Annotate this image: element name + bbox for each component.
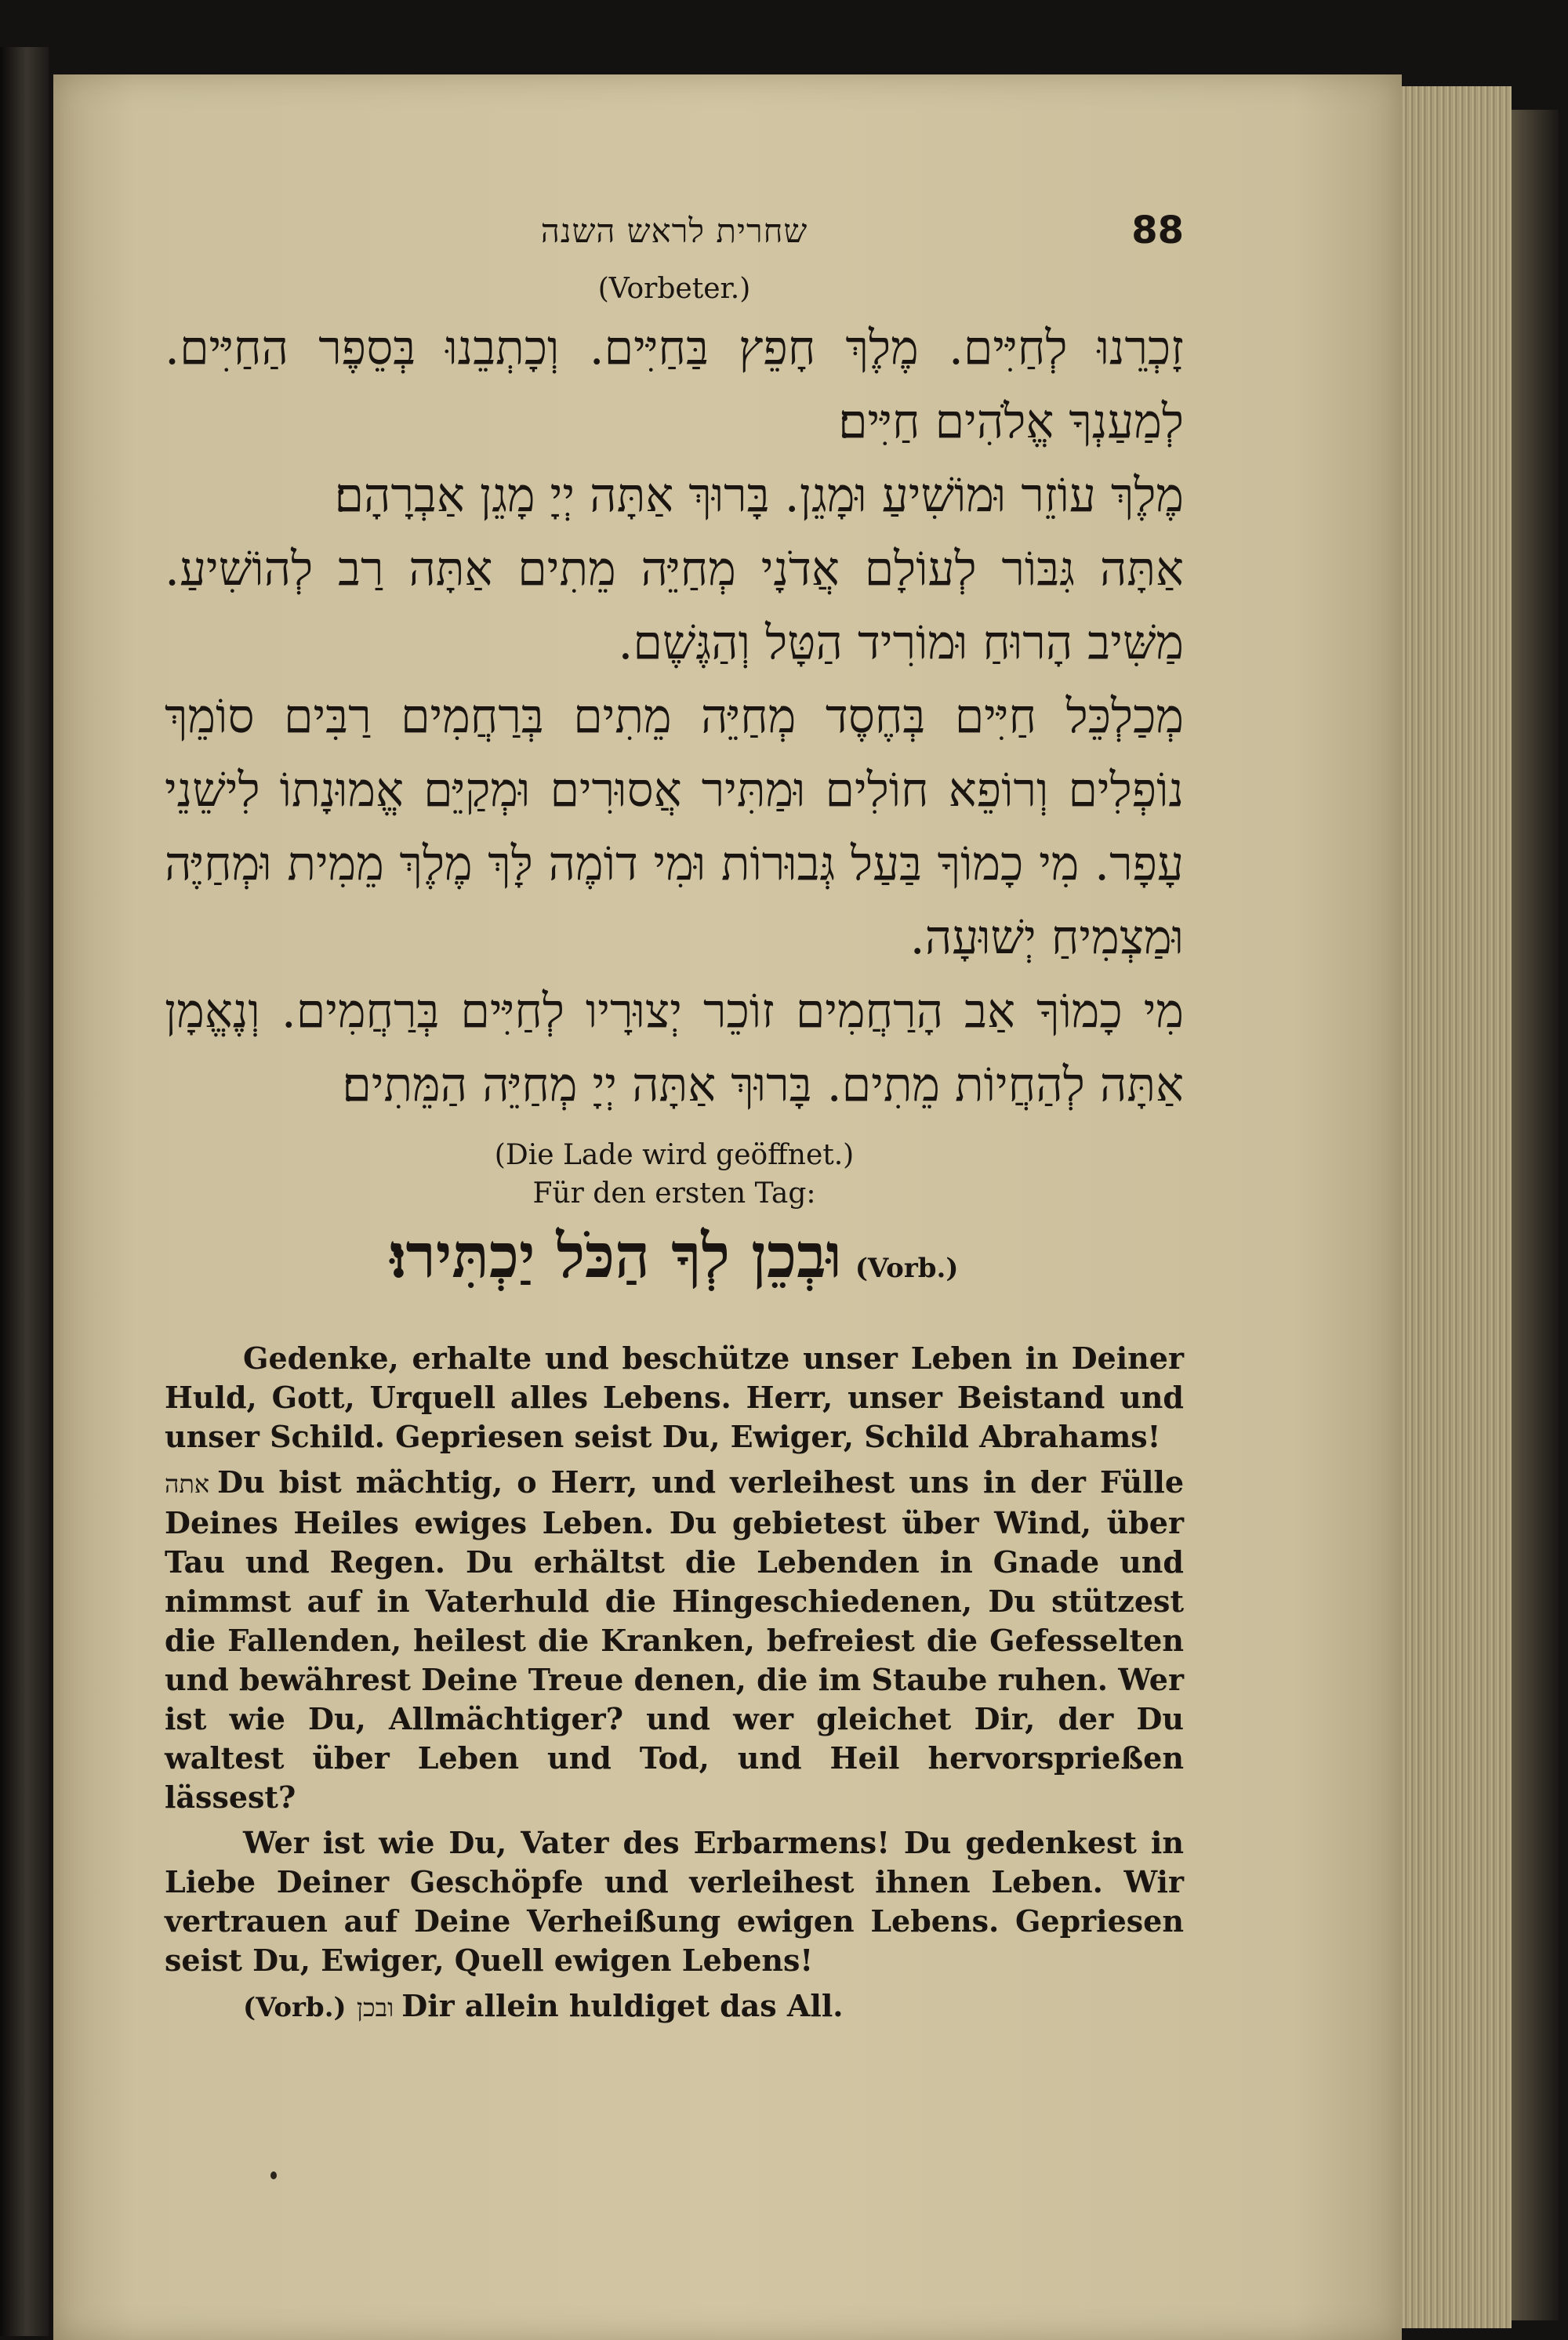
ark-opened-note: (Die Lade wird geöffnet.): [494, 1139, 855, 1171]
ink-speck: [270, 2171, 277, 2179]
vorb-label: (Vorb.): [243, 1992, 347, 2023]
german-paragraph-text: Dir allein huldiget das All.: [401, 1988, 844, 2023]
page-edges: [1402, 86, 1512, 2328]
german-paragraph: Wer ist wie Du, Vater des Erbarmens! Du gedenkest in Liebe Deiner Geschöpfe und verleihest ihnen Leben. Wir vertrauen auf Deine Verheißung ewigen Lebens. Gepriesen seist Du, Ewiger, Quell ewigen Lebens!: [165, 1825, 1184, 1978]
book-binding: [0, 47, 49, 2336]
german-paragraph: [165, 1986, 1184, 2027]
page-content: [165, 209, 1184, 2027]
hebrew-running-title: שחרית לראש השנה: [540, 212, 808, 250]
big-hebrew-line: [165, 1221, 1184, 1292]
running-header: [165, 209, 1184, 267]
vorb-label: (Vorb.): [855, 1253, 959, 1284]
german-paragraph-text: Du bist mächtig, o Herr, und verleihest uns in der Fülle Deines Heiles ewiges Leben. Du gebietest über Wind, über Tau und Regen. Du erhältst die Lebenden in Gnade und nimmst auf in Vaterhuld die Hingeschiedenen, Du stützest die Fallenden, heilest die Kranken, befreiest die Gefesselten und bewährest Deine Treue denen, die im Staube ruhen. Wer ist wie Du, Allmächtiger? und wer gleichet Dir, der Du waltest über Leben und Tod, und Heil hervorsprießen lässest?: [165, 1464, 1184, 1815]
hebrew-cue-word: אתה: [165, 1469, 210, 1499]
big-hebrew-text: וּבְכֵן לְךָ הַכֹּל יַכְתִּירוּ׃: [390, 1221, 842, 1292]
hebrew-paragraph: זָכְרֵנוּ לְחַיִּים. מֶלֶךְ חָפֵץ בַּחַיִּים. וְכָתְבֵנוּ בְּסֵפֶר הַחַיִּים. לְמַעַנְךָ אֱלֹהִים חַיִּים׃: [165, 321, 1184, 449]
hebrew-paragraph: מֶלֶךְ עוֹזֵר וּמוֹשִׁיעַ וּמָגֵן. בָּרוּךְ אַתָּה יְיָ מָגֵן אַבְרָהָם׃: [334, 468, 1184, 523]
first-day-note: Für den ersten Tag:: [532, 1177, 816, 1210]
vorbeter-note: (Vorbeter.): [597, 273, 751, 305]
page-edges-shadow: [1512, 110, 1559, 2320]
hebrew-paragraph: מִי כָמוֹךָ אַב הָרַחֲמִים זוֹכֵר יְצוּרָיו לְחַיִּים בְּרַחֲמִים. וְנֶאֱמָן אַתָּה לְהַחֲיוֹת מֵתִים. בָּרוּךְ אַתָּה יְיָ מְחַיֵּה הַמֵּתִים׃: [165, 984, 1184, 1112]
hebrew-cue-word: ובכן: [356, 1993, 394, 2023]
hebrew-paragraph: אַתָּה גִּבּוֹר לְעוֹלָם אֲדֹנָי מְחַיֵּה מֵתִים אַתָּה רַב לְהוֹשִׁיעַ. מַשִּׁיב הָרוּחַ וּמוֹרִיד הַטָּל וְהַגֶּשֶׁם.: [165, 542, 1184, 670]
page-number: 88: [1131, 209, 1184, 252]
hebrew-prayer-text: [165, 311, 1184, 1122]
hebrew-paragraph: מְכַלְכֵּל חַיִּים בְּחֶסֶד מְחַיֵּה מֵתִים בְּרַחֲמִים רַבִּים סוֹמֵךְ נוֹפְלִים וְרוֹפֵא חוֹלִים וּמַתִּיר אֲסוּרִים וּמְקַיֵּם אֱמוּנָתוֹ לִישֵׁנֵי עָפָר. מִי כָמוֹךָ בַּעַל גְּבוּרוֹת וּמִי דוֹמֶה לָּךְ מֶלֶךְ מֵמִית וּמְחַיֶּה וּמַצְמִיחַ יְשׁוּעָה.: [165, 689, 1184, 965]
german-paragraph: Gedenke, erhalte und beschütze unser Leben in Deiner Huld, Gott, Urquell alles Lebens. Herr, unser Beistand und unser Schild. Gepriesen seist Du, Ewiger, Schild Abrahams!: [165, 1341, 1184, 1454]
german-paragraph: [165, 1463, 1184, 1817]
german-translation: [165, 1339, 1184, 2027]
